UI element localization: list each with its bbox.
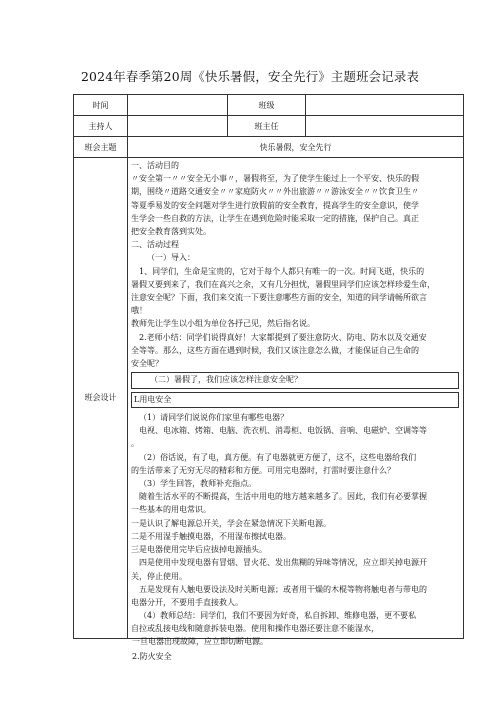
- question-line: （1）请同学们说说你们家里有哪些电器？: [139, 413, 289, 423]
- paragraph-line: 安全呢？: [131, 359, 163, 369]
- teacher-label: 班主任: [228, 116, 306, 137]
- question-line: （4）教师总结：同学们，我们不要因为好奇，私自拆卸、维修电器，更不要私: [139, 611, 417, 621]
- paragraph-line: 哦！: [131, 306, 147, 316]
- paragraph-line: 暑假又要到来了，我们在高兴之余，又有几分担忧，暑假里同学们应该怎样珍爱生命，: [131, 279, 435, 289]
- row-design: [74, 158, 464, 639]
- section-heading: 一、活动目的: [131, 161, 179, 170]
- row-time-class: [74, 95, 464, 116]
- subsection-heading: （二）暑假了，我们应该怎样注意安全呢？: [150, 375, 302, 385]
- section-heading: 二、活动过程: [131, 240, 179, 250]
- rule-line: 二是不用湿手触摸电器，不用湿布擦拭电器。: [131, 531, 291, 541]
- paragraph-line: 全等等。那么，这些方面在遇到时候，我们又该注意怎么做，才能保证自己生命的: [131, 345, 419, 355]
- time-label: 时间: [74, 95, 128, 116]
- row-host-teacher: [74, 116, 464, 137]
- subsection-heading: （一）导入：: [147, 253, 195, 263]
- topic-value: 快乐暑假，安全先行: [128, 137, 464, 158]
- paragraph-line: 。: [131, 439, 139, 449]
- topic-heading: 2.防火安全: [132, 652, 172, 661]
- teacher-value: [306, 116, 464, 137]
- rule-line: 一是认识了解电源总开关，学会在紧急情况下关断电源。: [131, 518, 331, 528]
- continuation-text: [132, 634, 452, 664]
- paragraph-line: 关，停止使用。: [131, 571, 187, 581]
- highlight-box: [131, 392, 459, 408]
- rule-line: 四是使用中发现电器有冒烟、冒火花、发出焦糊的异味等情况，应立即关掉电源开: [139, 558, 427, 568]
- paragraph-line: 教师先让学生以小组为单位各抒己见，然后指名说。: [131, 319, 315, 329]
- time-value: [128, 95, 228, 116]
- paragraph-line: 2.老师小结：同学们说得真好！大家都提到了要注意防火、防电、防水以及交通安: [139, 332, 427, 342]
- paragraph-line: 随着生活水平的不断提高，生活中用电的地方越来越多了。因此，我们有必要掌握: [139, 492, 427, 502]
- goal-line: 〃安全第一〃〃安全无小事〃，暑假将至，为了使学生能过上一个平安、快乐的假: [131, 174, 419, 184]
- paragraph-line: 一旦电器出现故障，应立即切断电源。: [132, 637, 268, 646]
- paragraph-line: 电器分开，不要用手直接救人。: [131, 597, 243, 607]
- paragraph-line: 1、同学们，生命是宝贵的，它对于每个人都只有唯一的一次。时间飞逝，快乐的: [139, 266, 425, 276]
- paragraph-line: 一些基本的用电常识。: [131, 505, 211, 515]
- paragraph-line: 的生活带来了无穷无尽的精彩和方便。可用完电器时，打雷时要注意什么？: [131, 465, 395, 475]
- class-label: 班级: [228, 95, 306, 116]
- rule-line: 三是电器使用完毕后应拔掉电源插头。: [131, 545, 267, 555]
- topic-heading: L用电安全: [134, 394, 172, 404]
- paragraph-line: 自拉或乱接电线和随意拆装电器。使用和操作电器还要注意不能湿水，: [131, 624, 379, 634]
- paragraph-line: 注意安全呢？下面，我们来交流一下要注意哪些方面的安全，知道的同学请畅所欲言: [131, 293, 427, 303]
- question-line: （3）学生回答，教师补充指点。: [139, 479, 257, 489]
- host-label: 主持人: [74, 116, 128, 137]
- rule-line: 五是发现有人触电要设法及时关断电源；或者用干燥的木棍等物将触电者与带电的: [139, 584, 427, 594]
- highlight-box: [131, 372, 459, 388]
- record-table: [73, 94, 464, 639]
- goal-line: 把安全教育落到实处。: [131, 227, 211, 237]
- paragraph-line: 电视、电冰箱、烤箱、电脑、洗衣机、消毒柜、电饭锅、音响、电磁炉、空调等等: [139, 426, 427, 436]
- host-value: [128, 116, 228, 137]
- design-content: [128, 158, 464, 639]
- goal-line: 期，围绕〃道路交通安全〃〃家庭防火〃〃外出旅游〃〃游泳安全〃〃饮食卫生〃: [131, 187, 419, 197]
- design-label: 班会设计: [74, 158, 128, 639]
- goal-line: 等夏季易发的安全问题对学生进行放假前的安全教育，提高学生的安全意识，使学: [131, 200, 419, 210]
- question-line: （2）俗话说，有了电，真方便。有了电器就更方便了，这不，这些电器给我们: [139, 452, 417, 462]
- document-title: 2024年春季第20周《快乐暑假，安全先行》主题班会记录表: [80, 69, 420, 84]
- row-topic: [74, 137, 464, 158]
- topic-label: 班会主题: [74, 137, 128, 158]
- goal-line: 生学会一些自救的方法，让学生在遇到危险时能采取一定的措施，保护自己。真正: [131, 213, 419, 223]
- class-value: [306, 95, 464, 116]
